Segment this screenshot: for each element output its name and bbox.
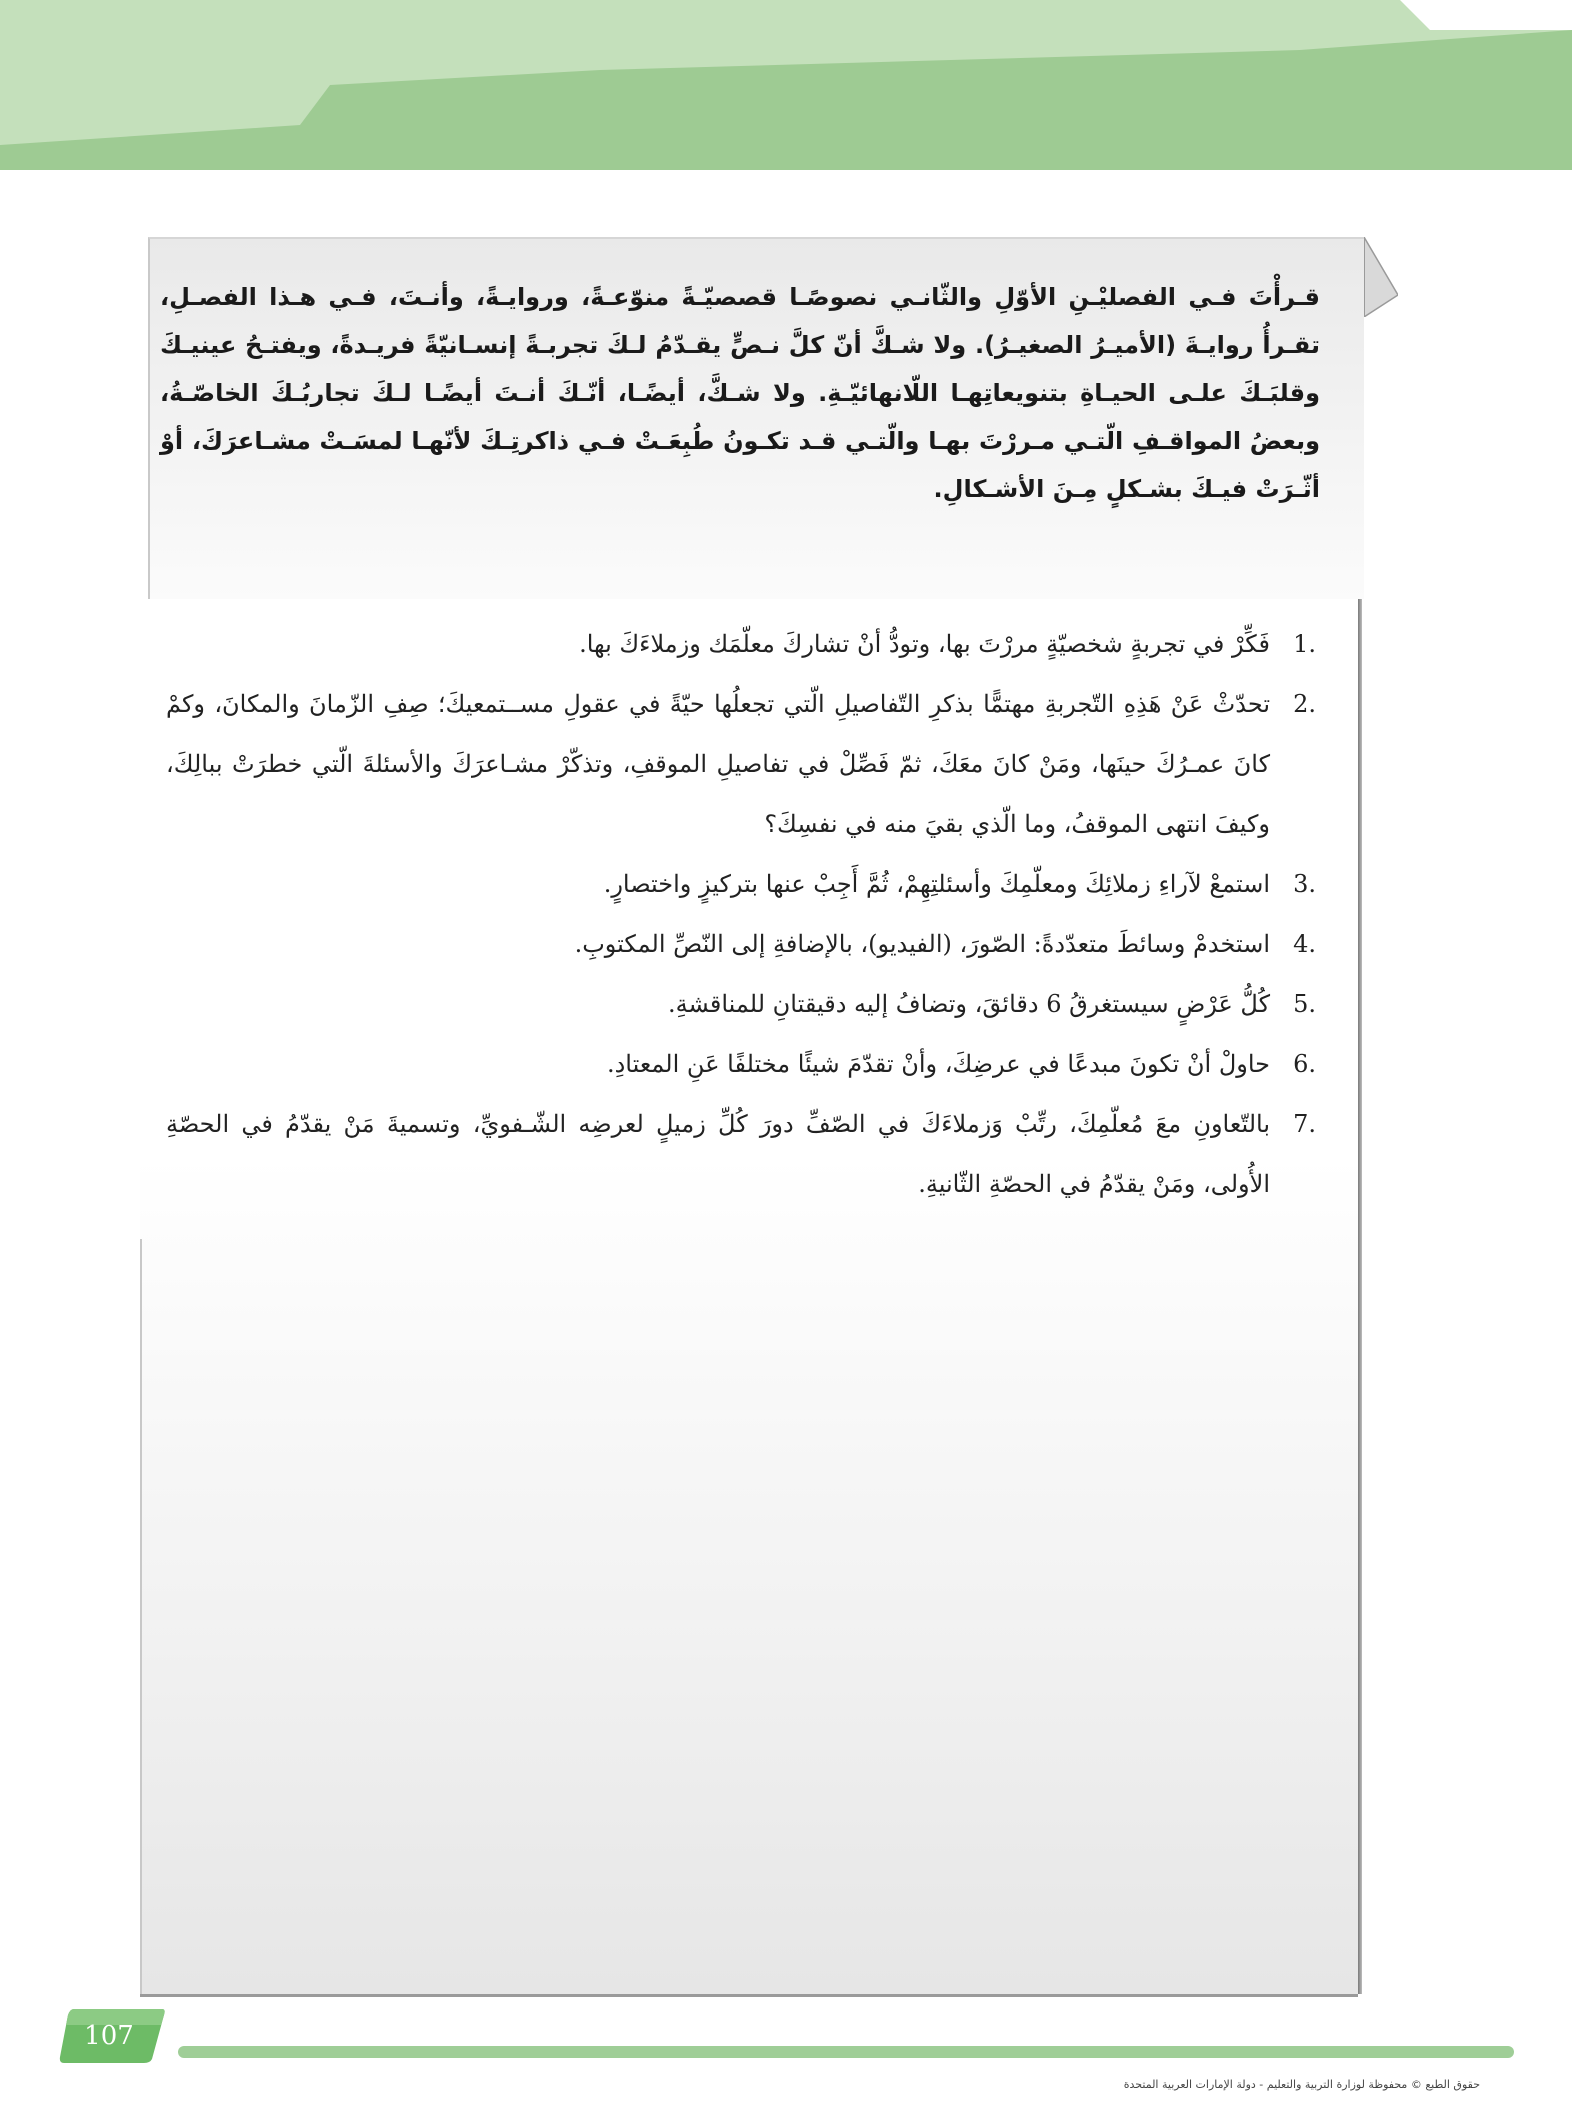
footer-rule bbox=[178, 2046, 1514, 2058]
item-number: 7. bbox=[1293, 1110, 1316, 1138]
list-item bbox=[166, 914, 1316, 974]
item-number: 4. bbox=[1293, 930, 1316, 958]
intro-box bbox=[148, 237, 1364, 599]
intro-paragraph: قـرأْتَ فـي الفصليْـنِ الأوّلِ والثّانـي نصوصًـا قصصيّـةً منوّعـةً، وروايـةً، وأنـتَ، فـي هـذا الفصـلِ، تقـرأُ روايـةَ (الأميـرُ الصغيـرُ). ولا شـكَّ أنّ كلَّ نـصٍّ يقـدّمُ لـكَ تجربـةً إنسـانيّةً فريـدةً، ويفتـحُ عينيـكَ وقلبَـكَ علـى الحيـاةِ بتنويعاتِهـا اللّانهائيّـةِ. ولا شـكَّ، أيضًـا، أنّـكَ أنـتَ أيضًـا لـكَ تجاربُـكَ الخاصّـةُ، وبعضُ المواقـفِ الّتـي مـررْتَ بهـا والّتـي قـد تكـونُ طُبِعَـتْ فـي ذاكرتِـكَ لأنّهـا لمسَـتْ مشـاعرَكَ، أوْ أثّـرَتْ فيـكَ بشـكلٍ مِـنَ الأشـكالِ. bbox=[160, 283, 1320, 503]
list-item bbox=[166, 614, 1316, 674]
list-item bbox=[166, 1034, 1316, 1094]
task-list bbox=[166, 614, 1316, 1214]
item-text: بالتّعاونِ معَ مُعلّمِكَ، رتِّبْ وَزملاءَكَ في الصّفِّ دورَ كُلِّ زميلٍ لعرضِه الشّـفويِّ، وتسميةَ مَنْ يقدّمُ في الحصّةِ الأُولى، ومَنْ يقدّمُ في الحصّةِ الثّانيةِ. bbox=[166, 1110, 1270, 1198]
list-item bbox=[166, 854, 1316, 914]
list-item bbox=[166, 1094, 1316, 1214]
item-number: 2. bbox=[1293, 690, 1316, 718]
item-number: 3. bbox=[1293, 870, 1316, 898]
activity-panel bbox=[140, 599, 1358, 1994]
item-text: تحدّثْ عَنْ هَذِهِ التّجربةِ مهتمًّا بذكرِ التّفاصيلِ الّتي تجعلُها حيّةً في عقولِ مســتمعيكَ؛ صِفِ الزّمانَ والمكانَ، وكمْ كانَ عمـرُكَ حينَها، ومَنْ كانَ معَكَ، ثمّ فَصِّلْ في تفاصيلِ الموقفِ، وتذكّرْ مشـاعرَكَ والأسئلةَ الّتي خطرَتْ ببالِكَ، وكيفَ انتهى الموقفُ، وما الّذي بقيَ منه في نفسِكَ؟ bbox=[166, 690, 1270, 838]
list-item bbox=[166, 674, 1316, 854]
item-text: استخدمْ وسائطَ متعدّدةً: الصّورَ، (الفيديو)، بالإضافةِ إلى النّصِّ المكتوبِ. bbox=[574, 930, 1270, 958]
panel-edge bbox=[1358, 599, 1362, 1994]
item-number: 6. bbox=[1293, 1050, 1316, 1078]
panel-edge bbox=[140, 1239, 142, 1994]
page-fold-icon bbox=[1364, 237, 1398, 317]
item-number: 1. bbox=[1293, 630, 1316, 658]
panel-edge bbox=[140, 1994, 1358, 1997]
item-number: 5. bbox=[1293, 990, 1316, 1018]
item-text: استمعْ لآراءِ زملائِكَ ومعلّمِكَ وأسئلتِهِمْ، ثُمَّ أَجِبْ عنها بتركيزٍ واختصارٍ. bbox=[603, 870, 1270, 898]
header-decoration bbox=[0, 0, 1572, 170]
item-text: حاولْ أنْ تكونَ مبدعًا في عرضِكَ، وأنْ تقدّمَ شيئًا مختلفًا عَنِ المعتادِ. bbox=[606, 1050, 1270, 1078]
list-item bbox=[166, 974, 1316, 1034]
page-number: 107 bbox=[84, 2021, 134, 2051]
item-text: فَكِّرْ في تجربةٍ شخصيّةٍ مررْتَ بها، وتودُّ أنْ تشاركَ معلّمَك وزملاءَكَ بها. bbox=[579, 630, 1270, 658]
copyright-note: حقوق الطبع © محفوظة لوزارة التربية والتعليم - دولة الإمارات العربية المتحدة bbox=[1123, 2078, 1480, 2091]
item-text: كُلُّ عَرْضٍ سيستغرقُ 6 دقائقَ، وتضافُ إليه دقيقتانِ للمناقشةِ. bbox=[667, 990, 1270, 1018]
